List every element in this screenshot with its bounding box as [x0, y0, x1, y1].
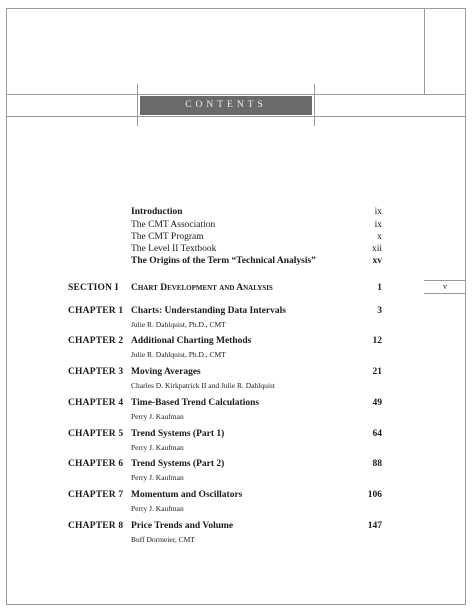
- front-matter-page: x: [377, 232, 382, 242]
- chapter-label: CHAPTER 1: [68, 306, 124, 316]
- front-matter-title[interactable]: The Level II Textbook: [131, 244, 217, 254]
- chapter-author: Charles D. Kirkpatrick II and Julie R. Dahlquist: [131, 381, 275, 390]
- chapter-title[interactable]: Momentum and Oscillators: [131, 490, 243, 500]
- chapter-author: Perry J. Kaufman: [131, 504, 184, 513]
- chapter-label: CHAPTER 2: [68, 336, 124, 346]
- header-vrule-left: [137, 84, 138, 126]
- front-matter-title[interactable]: The CMT Association: [131, 220, 216, 230]
- section-label: SECTION I: [68, 283, 119, 293]
- header-rule-bottom: [6, 116, 466, 117]
- chapter-page: 3: [377, 306, 382, 316]
- chapter-author: Julie R. Dahlquist, Ph.D., CMT: [131, 320, 226, 329]
- chapter-label: CHAPTER 4: [68, 398, 124, 408]
- chapter-title[interactable]: Additional Charting Methods: [131, 336, 252, 346]
- front-matter-title[interactable]: The Origins of the Term “Technical Analysis”: [131, 256, 316, 266]
- chapter-author: Julie R. Dahlquist, Ph.D., CMT: [131, 350, 226, 359]
- side-page-number: v: [443, 282, 447, 291]
- chapter-author: Perry J. Kaufman: [131, 412, 184, 421]
- chapter-label: CHAPTER 5: [68, 429, 124, 439]
- chapter-page: 106: [367, 490, 382, 500]
- section-page: 1: [377, 283, 382, 293]
- chapter-label: CHAPTER 8: [68, 521, 124, 531]
- chapter-title[interactable]: Trend Systems (Part 1): [131, 429, 225, 439]
- chapter-label: CHAPTER 7: [68, 490, 124, 500]
- header-vrule-right: [314, 84, 315, 126]
- chapter-title[interactable]: Charts: Understanding Data Intervals: [131, 306, 286, 316]
- chapter-title[interactable]: Moving Averages: [131, 367, 201, 377]
- front-matter-page: xv: [372, 256, 382, 266]
- front-matter-title[interactable]: The CMT Program: [131, 232, 204, 242]
- chapter-page: 88: [372, 459, 382, 469]
- chapter-author: Perry J. Kaufman: [131, 443, 184, 452]
- section-title[interactable]: Chart Development and Analysis: [131, 283, 273, 293]
- front-matter-page: ix: [374, 207, 382, 217]
- chapter-title[interactable]: Trend Systems (Part 2): [131, 459, 225, 469]
- chapter-page: 147: [367, 521, 382, 531]
- chapter-page: 12: [372, 336, 382, 346]
- chapter-label: CHAPTER 6: [68, 459, 124, 469]
- chapter-author: Buff Dormeier, CMT: [131, 535, 195, 544]
- front-matter-page: ix: [374, 220, 382, 230]
- chapter-page: 21: [372, 367, 382, 377]
- front-matter-page: xii: [371, 244, 382, 254]
- chapter-label: CHAPTER 3: [68, 367, 124, 377]
- chapter-title[interactable]: Price Trends and Volume: [131, 521, 234, 531]
- top-right-vrule: [424, 8, 425, 94]
- chapter-page: 49: [372, 398, 382, 408]
- contents-header: [140, 96, 312, 115]
- front-matter-title[interactable]: Introduction: [131, 207, 183, 217]
- side-page-tab: [424, 280, 466, 294]
- chapter-author: Perry J. Kaufman: [131, 473, 184, 482]
- chapter-title[interactable]: Time-Based Trend Calculations: [131, 398, 260, 408]
- chapter-page: 64: [372, 429, 382, 439]
- contents-title: CONTENTS: [185, 100, 267, 110]
- header-rule-top: [6, 94, 466, 95]
